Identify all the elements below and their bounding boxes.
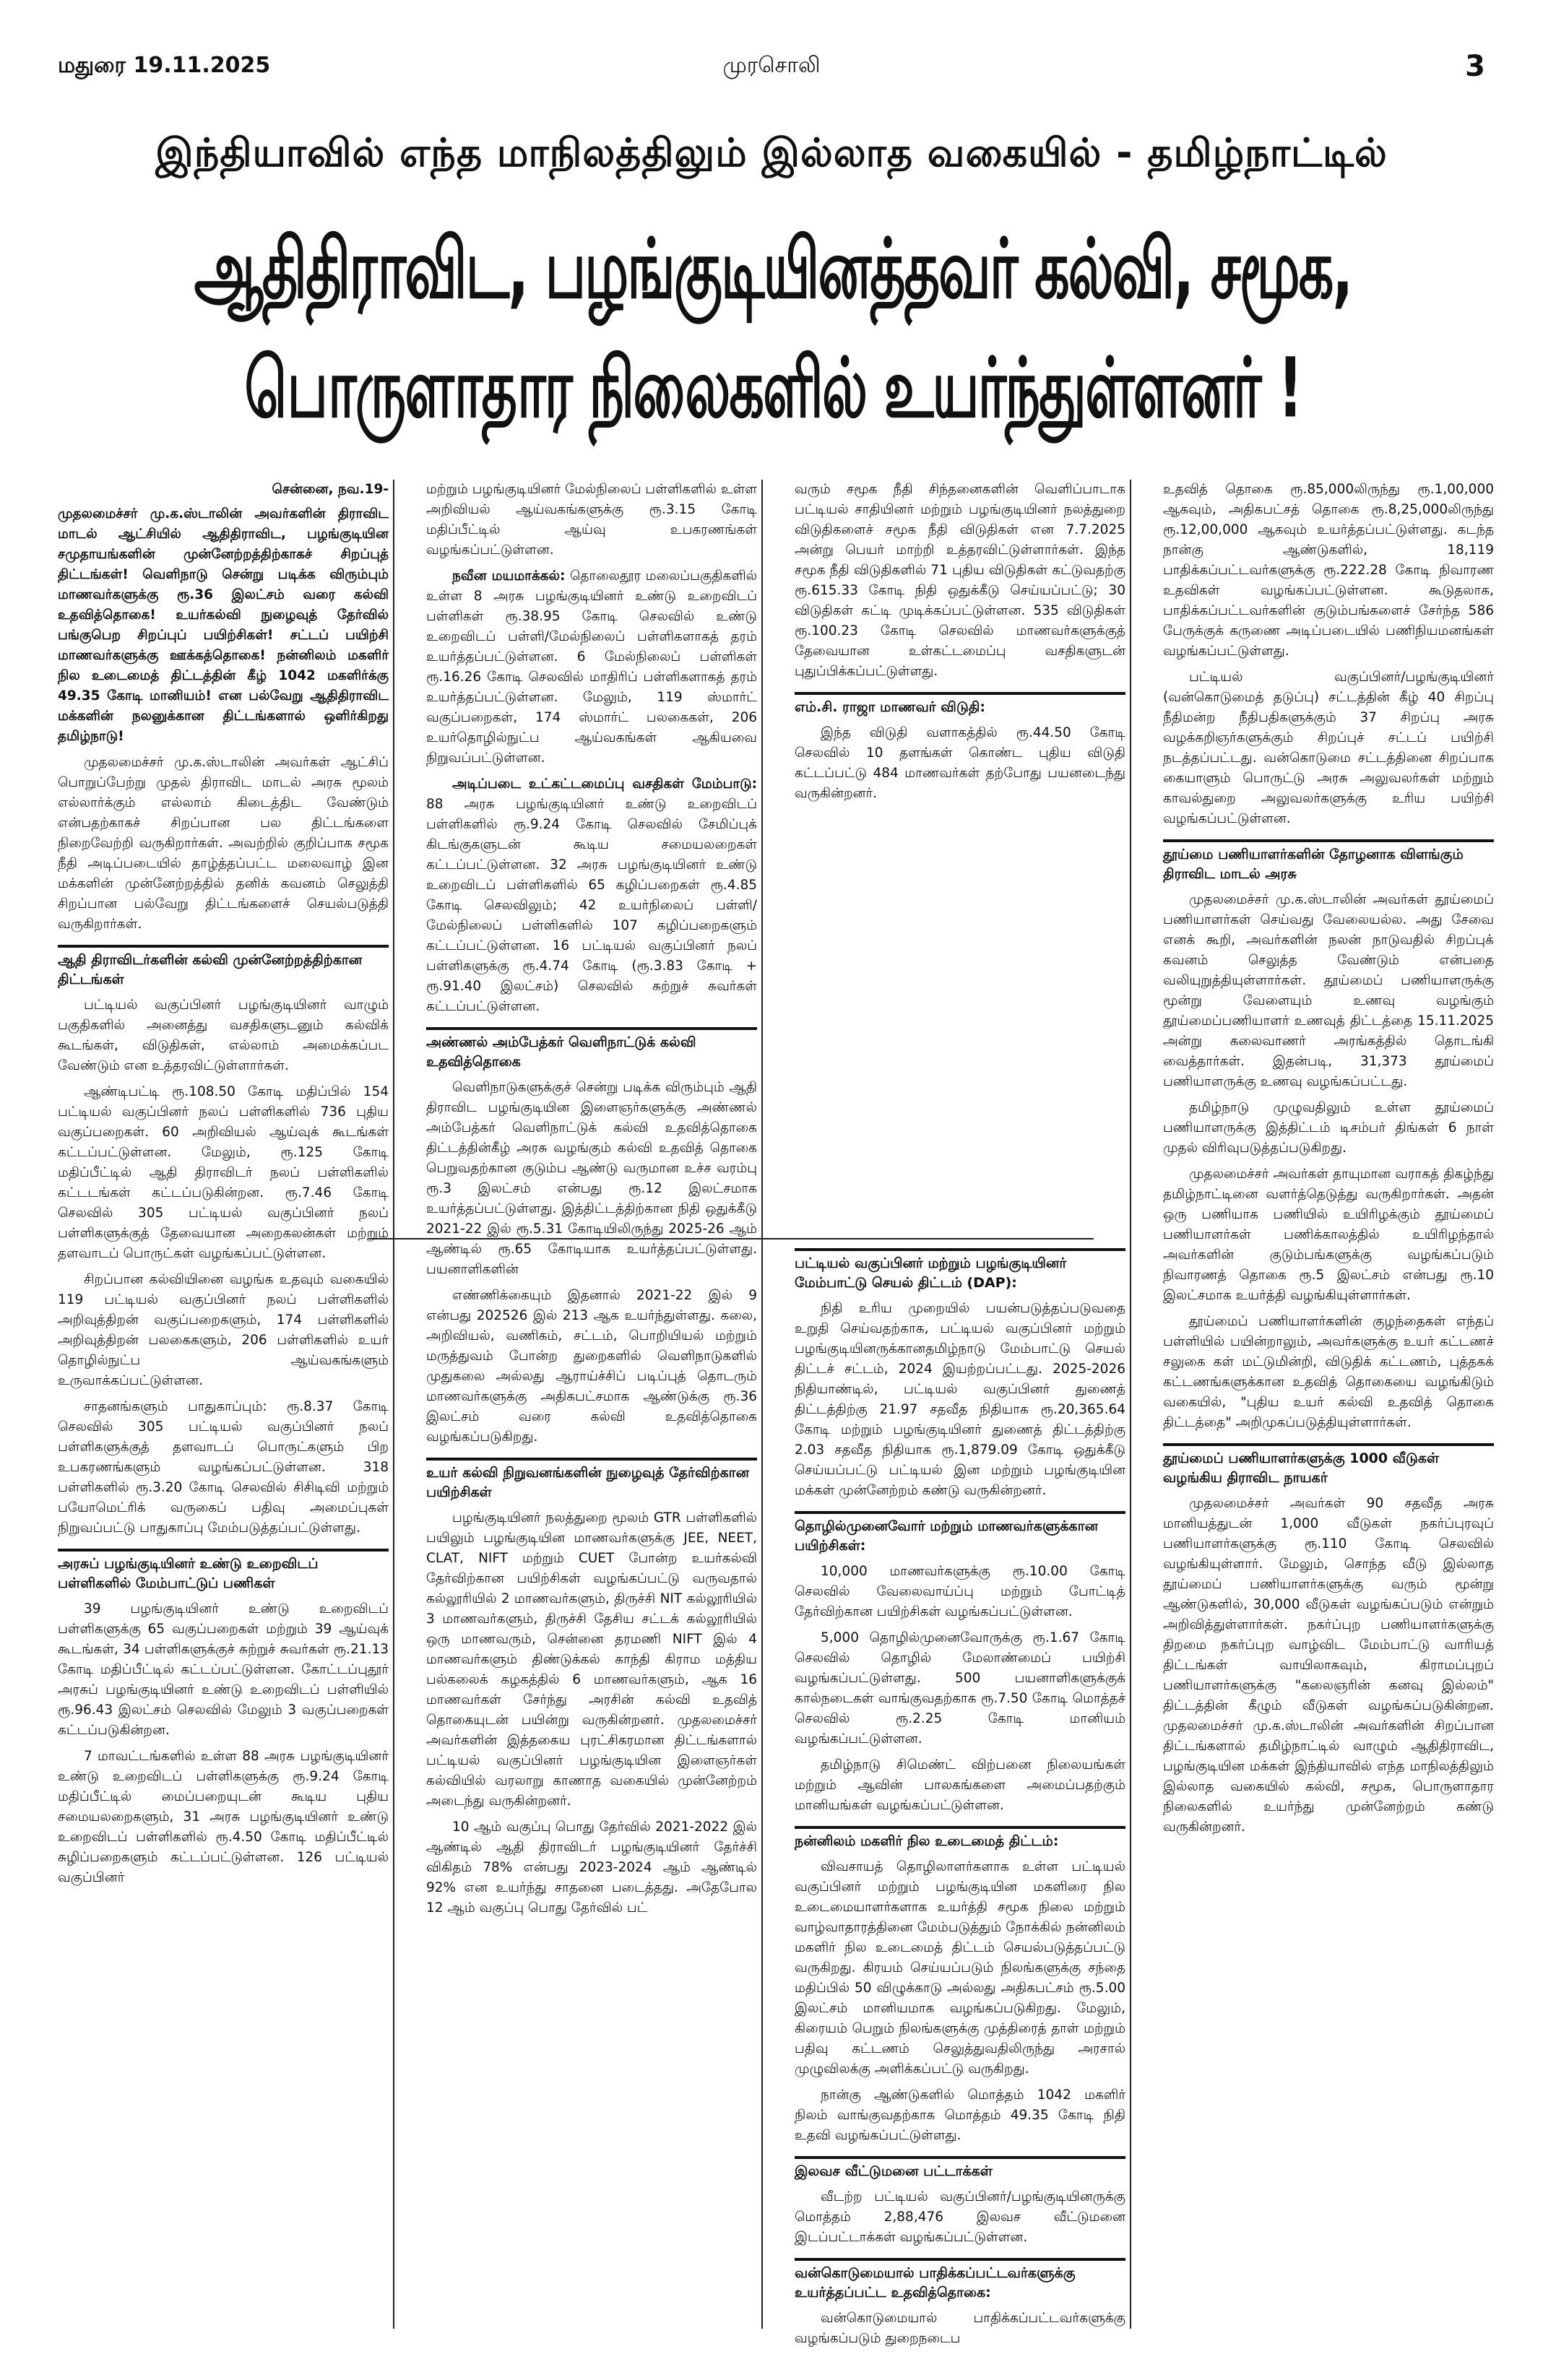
inline-heading: நவீன மயமாக்கல்: bbox=[452, 568, 566, 584]
column-3-top bbox=[795, 480, 1125, 1238]
column-4 bbox=[1163, 480, 1494, 2336]
column-3-continued bbox=[795, 1244, 1125, 2334]
column-1 bbox=[58, 480, 389, 2336]
subheading: பட்டியல் வகுப்பினர் மற்றும் பழங்குடியினர் மேம்பாட்டு செயல் திட்டம் (DAP): bbox=[795, 1248, 1125, 1293]
paragraph: எண்ணிக்கையும் இதனால் 2021-22 இல் 9 என்பது 202526 இல் 213 ஆக உயர்ந்துள்ளது. கலை, அறிவியல், வணிகம், சட்டம், பொறியியல் மற்றும் மருத்துவம் போன்ற துறைகளில் வெளிநாடுகளில் முதுகலை அல்லது ஆராய்ச்சிப் படிப்புத் தொடரும் மாணவர்களுக்கு அதிகபட்சமாக ஆண்டுக்கு ரூ.36 இலட்சம் வரை கல்வி உதவித்தொகை வழங்கப்படுகிறது. bbox=[426, 1288, 757, 1445]
edition-date: மதுரை 19.11.2025 bbox=[58, 52, 271, 78]
paragraph: வீடற்ற பட்டியல் வகுப்பினர்/பழங்குடியினருக்கு மொத்தம் 2,88,476 இலவச வீட்டுமனை இடப்பட்டாக்கள் வழங்கப்பட்டுள்ளன. bbox=[795, 2189, 1125, 2245]
paragraph: வரும் சமூக நீதி சிந்தனைகளின் வெளிப்பாடாக பட்டியல் சாதியினர் மற்றும் பழங்குடியினர் நலத்துறை விடுதிகளைச் சமூக நீதி விடுதிகள் என 7.7.2025 அன்று பெயர் மாற்றி உத்தரவிட்டுள்ளார்கள். இந்த சமூக நீதி விடுதிகளில் 71 புதிய விடுதிகள் கட்டுவதற்கு ரூ.615.33 கோடி நிதி ஒதுக்கீடு செய்யப்பட்டு; 30 விடுதிகள் கட்டி முடிக்கப்பட்டுள்ளன. 535 விடுதிகள் ரூ.100.23 கோடி செலவில் மாணவர்களுக்குத் தேவையான உள்கட்டமைப்பு வசதிகளுடன் புதுப்பிக்கப்பட்டுள்ளது. bbox=[795, 482, 1125, 679]
subheading: வன்கொடுமையால் பாதிக்கப்பட்டவர்களுக்கு உயர்த்தப்பட்ட உதவித்தொகை: bbox=[795, 2258, 1125, 2303]
paragraph: தமிழ்நாடு முழுவதிலும் உள்ள தூய்மைப் பணியாளருக்கு இத்திட்டம் டிசம்பர் திங்கள் 6 நாள் முதல் விரிவுபடுத்தப்படுகிறது. bbox=[1163, 1100, 1494, 1156]
inline-heading: அடிப்படை உட்கட்டமைப்பு வசதிகள் மேம்பாடு: bbox=[452, 776, 757, 792]
subheading: தூய்மை பணியாளர்களின் தோழனாக விளங்கும் திராவிட மாடல் அரசு bbox=[1163, 839, 1494, 884]
paragraph: பட்டியல் வகுப்பினர் பழங்குடியினர் வாழும் பகுதிகளில் அனைத்து வசதிகளுடனும் கல்விக் கூடங்கள், விடுதிகள், எல்லாம் அமைக்கப்பட வேண்டும் என உத்தரவிட்டுள்ளார்கள். bbox=[58, 998, 389, 1073]
subheading: உயர் கல்வி நிறுவனங்களின் நுழைவுத் தேர்விற்கான பயிற்சிகள் bbox=[426, 1458, 757, 1502]
dateline: சென்னை, நவ.19- bbox=[272, 482, 389, 497]
subheading: இலவச வீட்டுமனை பட்டாக்கள் bbox=[795, 2156, 1125, 2181]
page-number: 3 bbox=[1465, 50, 1485, 83]
paragraph: முதலமைச்சர் அவர்கள் 90 சதவீத அரசு மானியத்துடன் 1,000 வீடுகள் நகர்ப்புரவுப் பணியாளர்களுக்கு ரூ.110 கோடி செலவில் வழங்கியுள்ளார். மேலும், சொந்த வீடு இல்லாத தூய்மைப் பணியாளர்களுக்கு வரும் மூன்று ஆண்டுகளில், 30,000 வீடுகள் வழங்கப்படும் என்றும் அறிவித்துள்ளார்கள். நகர்ப்புற பணியாளர்களுக்கு திறமை நகர்ப்புற வாழ்விட மேம்பாட்டு வாரியத் திட்டங்கள் வாயிலாகவும், கிராமப்புறப் பணியாளர்களுக்கு "கலைஞரின் கனவு இல்லம்" திட்டத்தின் கீழும் வீடுகள் வழங்கப்படுகின்றன. முதலமைச்சர் மு.க.ஸ்டாலின் அவர்களின் சிறப்பான திட்டங்களால் தமிழ்நாட்டில் வாழும் ஆதிதிராவிட, பழங்குடியின மக்கள் இந்தியாவில் எந்த மாநிலத்திலும் இல்லாத வகையில் கல்வி, சமூக, பொருளாதார நிலைகளில் உயர்ந்து முன்னேற்றம் கண்டு வருகின்றனர். bbox=[1163, 1496, 1494, 1835]
paragraph: வெளிநாடுகளுக்குச் சென்று படிக்க விரும்பும் ஆதி திராவிட பழங்குடியின இளைஞர்களுக்கு அண்ணல் அம்பேத்கர் வெளிநாட்டுக் கல்வி உதவித்தொகை திட்டத்தின்கீழ் அரசு வழங்கும் கல்வி உதவித் தொகை பெறுவதற்கான குடும்ப ஆண்டு வருமான உச்ச வரம்பு ரூ.3 இலட்சம் என்பது ரூ.12 இலட்சமாக உயர்த்தப்பட்டுள்ளது. இத்திட்டத்திற்கான நிதி ஒதுக்கீடு 2021-22 இல் ரூ.5.31 கோடியிலிருந்து 2025-26 ஆம் ஆண்டில் ரூ.65 கோடியாக உயர்த்தப்பட்டுள்ளது. பயனாளிகளின் bbox=[426, 1080, 757, 1277]
paragraph: 39 பழங்குடியினர் உண்டு உறைவிடப் பள்ளிகளுக்கு 65 வகுப்பறைகள் மற்றும் 39 ஆய்வுக் கூடங்கள், 34 பள்ளிகளுக்குச் சுற்றுச் சுவர்கள் ரூ.21.13 கோடி மதிப்பீட்டில் கட்டப்பட்டுள்ளன. கோட்டப்புதூர் அரசுப் பழங்குடியினர் உண்டு உறைவிடப் பள்ளியில் ரூ.96.43 இலட்சம் செலவில் மேலும் 3 வகுப்பறைகள் கட்டப்படுகின்றன. bbox=[58, 1601, 389, 1738]
paragraph: விவசாயத் தொழிலாளர்களாக உள்ள பட்டியல் வகுப்பினர் மற்றும் பழங்குடியின மகளிரை நில உடைமையாளர்களாக உயர்த்தி சமூக நிலை மற்றும் வாழ்வாதாரத்தினை மேம்படுத்தும் நோக்கில் நன்னிலம் மகளிர் நில உடைமைத் திட்டம் செயல்படுத்தப்பட்டு வருகிறது. கிரயம் செய்யப்படும் நிலங்களுக்கு சந்தை மதிப்பில் 50 விழுக்காடு அல்லது அதிகபட்சம் ரூ.5.00 இலட்சம் மானியமாக வழங்கப்படுகிறது. மேலும், கிரையம் பெறும் நிலங்களுக்கு முத்திரைத் தாள் மற்றும் பதிவு கட்டணம் செலுத்துவதிலிருந்து அரசால் முழுவிலக்கு அளிக்கப்பட்டு வருகிறது. bbox=[795, 1859, 1125, 2077]
paragraph: உதவித் தொகை ரூ.85,000லிருந்து ரூ.1,00,000 ஆகவும், அதிகபட்சத் தொகை ரூ.8,25,000லிருந்து ரூ.12,00,000 ஆகவும் உயர்த்தப்பட்டுள்ளது. கடந்த நான்கு ஆண்டுகளில், 18,119 பாதிக்கப்பட்டவர்களுக்கு ரூ.222.28 கோடி நிவாரண உதவிகள் வழங்கப்பட்டுள்ளன. கூடுதலாக, பாதிக்கப்பட்டவர்களின் குடும்பங்களைச் சேர்ந்த 586 பேருக்குக் கருணை அடிப்படையில் பணிநியமனங்கள் வழங்கப்பட்டுள்ளது. bbox=[1163, 482, 1494, 659]
subheading: அண்ணல் அம்பேத்கர் வெளிநாட்டுக் கல்வி உதவித்தொகை bbox=[426, 1027, 757, 1072]
article-body bbox=[58, 480, 1494, 2346]
paragraph: 5,000 தொழில்முனைவோருக்கு ரூ.1.67 கோடி செலவில் தொழில் மேலாண்மைப் பயிற்சி வழங்கப்பட்டுள்ளது. 500 பயனாளிகளுக்குக் கால்நடைகள் வாங்குவதற்காக ரூ.7.50 கோடி மொத்தச் செலவில் ரூ.2.25 கோடி மானியம் வழங்கப்பட்டுள்ளன. bbox=[795, 1630, 1125, 1747]
paragraph: மற்றும் பழங்குடியினர் மேல்நிலைப் பள்ளிகளில் உள்ள அறிவியல் ஆய்வகங்களுக்கு ரூ.3.15 கோடி மதிப்பீட்டில் ஆய்வு உபகரணங்கள் வழங்கப்பட்டுள்ளன. bbox=[426, 482, 757, 558]
page-header bbox=[58, 52, 1485, 81]
subheading: நன்னிலம் மகளிர் நில உடைமைத் திட்டம்: bbox=[795, 1826, 1125, 1851]
paragraph: 10,000 மாணவர்களுக்கு ரூ.10.00 கோடி செலவில் வேலைவாய்ப்பு மற்றும் போட்டித் தேர்விற்கான பயிற்சிகள் வழங்கப்பட்டுள்ளன. bbox=[795, 1564, 1125, 1619]
paragraph: முதலமைச்சர் அவர்கள் தாயுமான வராகத் திகழ்ந்து தமிழ்நாட்டினை வளர்த்தெடுத்து வருகிறார்கள். அதன் ஒரு பணியாக பணியில் உயிரிழக்கும் தூய்மைப் பணியாளர்கள் பணிக்காலத்தில் உயிரிழந்தால் அவர்களின் குடும்பங்களுக்கு வழங்கப்படும் நிவாரணத் தொகை ரூ.5 இலட்சம் என்பது ரூ.10 இலட்சமாக உயர்த்தி வழங்கியுள்ளார்கள். bbox=[1163, 1167, 1494, 1303]
subheading: அரசுப் பழங்குடியினர் உண்டு உறைவிடப் பள்ளிகளில் மேம்பாட்டுப் பணிகள் bbox=[58, 1549, 389, 1593]
paragraph: முதலமைச்சர் மு.க.ஸ்டாலின் அவர்கள் தூய்மைப் பணியாளர்கள் செய்வது வேலையல்ல. அது சேவை எனக் கூறி, அவர்களின் நலன் நாடுவதில் சிறப்புக் கவனம் செலுத்த வேண்டும் என்பதை வலியுறுத்தியுள்ளார்கள். தூய்மைப் பணியாளருக்கு மூன்று வேளையும் உணவு வழங்கும் தூய்மைப்பணியாளர் உணவுத் திட்டத்தை 15.11.2025 அன்று கலைவாணர் அரங்கத்தில் தொடங்கி வைத்தார்கள். இதன்படி, 31,373 தூய்மைப் பணியாளருக்கு உணவு வழங்கப்பட்டது. bbox=[1163, 892, 1494, 1089]
column-2 bbox=[426, 480, 757, 2336]
paragraph: பட்டியல் வகுப்பினர்/பழங்குடியினர் (வன்கொடுமைத் தடுப்பு) சட்டத்தின் கீழ் 40 சிறப்பு நீதிமன்ற நீதிபதிகளுக்கும் 37 சிறப்பு அரசு வழக்கறிஞர்களுக்கும் சிறப்புச் சட்டப் பயிற்சி நடத்தப்பட்டது. வன்கொடுமை சட்டத்தினை சிறப்பாக கையாளும் பொருட்டு அரசு அலுவலர்கள் மற்றும் காவல்துறை அலுவலர்களுக்கு உரிய பயிற்சி வழங்கப்பட்டுள்ளன. bbox=[1163, 670, 1494, 826]
paragraph: முதலமைச்சர் மு.க.ஸ்டாலின் அவர்கள் ஆட்சிப் பொறுப்பேற்று முதல் திராவிட மாடல் அரசு மூலம் எல்லார்க்கும் எல்லாம் கிடைத்திட வேண்டும் என்பதற்காகச் சிறப்பான பல திட்டங்களை நிறைவேற்றி வருகிறார்கள். அவற்றில் குறிப்பாக சமூக நீதி அடிப்படையில் தாழ்த்தப்பட்ட மலைவாழ் இன மக்களின் முன்னேற்றத்தில் தனிக் கவனம் செலுத்தி சிறப்பான பல்வேறு திட்டங்களைச் செயல்படுத்தி வருகிறார்கள். bbox=[58, 755, 389, 932]
lede-paragraph: முதலமைச்சர் மு.க.ஸ்டாலின் அவர்களின் திராவிட மாடல் ஆட்சியில் ஆதிதிராவிட, பழங்குடியின சமுதாயங்களின் முன்னேற்றத்திற்காகச் சிறப்புத் திட்டங்கள்! வெளிநாடு சென்று படிக்க விரும்பும் மாணவர்களுக்கு ரூ.36 இலட்சம் வரை கல்வி உதவித்தொகை! உயர்கல்வி நுழைவுத் தேர்வில் பங்குபெற சிறப்புப் பயிற்சிகள்! சட்டப் பயிற்சி மாணவர்களுக்கு ஊக்கத்தொகை! நன்னிலம் மகளிர் நில உடைமைத் திட்டத்தின் கீழ் 1042 மகளிர்க்கு 49.35 கோடி மானியம்! என பல்வேறு ஆதிதிராவிட மக்களின் நலனுக்கான திட்டங்களால் ஒளிர்கிறது தமிழ்நாடு! bbox=[58, 506, 389, 744]
paragraph: தமிழ்நாடு சிமெண்ட் விற்பனை நிலையங்கள் மற்றும் ஆவின் பாலகங்களை அமைப்பதற்கும் மானியங்கள் வழங்கப்பட்டுள்ளன. bbox=[795, 1757, 1125, 1813]
newspaper-name: முரசொலி bbox=[722, 52, 821, 78]
subheading: தூய்மைப் பணியாளர்களுக்கு 1000 வீடுகள் வழங்கிய திராவிட நாயகர் bbox=[1163, 1443, 1494, 1488]
subheading: எம்.சி. ராஜா மாணவர் விடுதி: bbox=[795, 692, 1125, 717]
paragraph bbox=[426, 566, 757, 769]
kicker-headline: இந்தியாவில் எந்த மாநிலத்திலும் இல்லாத வகையில் - தமிழ்நாட்டில் bbox=[155, 130, 1388, 176]
paragraph: வன்கொடுமையால் பாதிக்கப்பட்டவர்களுக்கு வழங்கப்படும் துறைநடைப bbox=[795, 2311, 1125, 2346]
paragraph: நிதி உரிய முறையில் பயன்படுத்தப்படுவதை உறுதி செய்வதற்காக, பட்டியல் வகுப்பினர் மற்றும் பழங்குடியினருக்கானதமிழ்நாடு மேம்பாட்டு செயல் திட்டச் சட்டம், 2024 இயற்றப்பட்டது. 2025-2026 நிதியாண்டில், பட்டியல் வகுப்பினர் துணைத் திட்டத்திற்கு 21.97 சதவீத நிதியாக ரூ.20,365.64 கோடி மற்றும் பழங்குடியினர் துணைத் திட்டத்திற்கு 2.03 சதவீத நிதியாக ரூ.1,879.09 கோடி ஒதுக்கீடு செய்யப்பட்டு பட்டியல் இன மற்றும் பழங்குடியின மக்கள் முன்னேற்றம் கண்டு வருகின்றனர். bbox=[795, 1301, 1125, 1498]
main-headline: ஆதிதிராவிட, பழங்குடியினத்தவர் கல்வி, சமூக, பொருளாதார நிலைகளில் உயர்ந்துள்ளனர் ! bbox=[194, 220, 1352, 436]
paragraph bbox=[426, 774, 757, 1017]
horizontal-rule bbox=[368, 1238, 1094, 1239]
paragraph: இந்த விடுதி வளாகத்தில் ரூ.44.50 கோடி செலவில் 10 தளங்கள் கொண்ட புதிய விடுதி கட்டப்பட்டு 484 மாணவர்கள் தற்போது பயனடைந்து வருகின்றனர். bbox=[795, 725, 1125, 801]
paragraph: சிறப்பான கல்வியினை வழங்க உதவும் வகையில் 119 பட்டியல் வகுப்பினர் நலப் பள்ளிகளில் அறிவுத்திறன் வகுப்பறைகளும், 174 பள்ளிகளில் அறிவுத்திறன் பலகைகளும், 206 பள்ளிகளில் உயர் தொழில்நுட்ப ஆய்வகங்களும் உருவாக்கப்பட்டுள்ளன. bbox=[58, 1272, 389, 1388]
subheading: தொழில்முனைவோர் மற்றும் மாணவர்களுக்கான பயிற்சிகள்: bbox=[795, 1511, 1125, 1556]
subheading: ஆதி திராவிடர்களின் கல்வி முன்னேற்றத்திற்கான திட்டங்கள் bbox=[58, 945, 389, 990]
paragraph-text: தொலைதூர மலைப்பகுதிகளில் உள்ள 8 அரசு பழங்குடியினர் உண்டு உறைவிடப் பள்ளிகள் ரூ.38.95 கோடி செலவில் உண்டு உறைவிடப் பள்ளி/மேல்நிலைப் பள்ளிகளாகத் தரம் உயர்த்தப்பட்டுள்ளன. 6 மேல்நிலைப் பள்ளிகள் ரூ.16.26 கோடி செலவில் மாதிரிப் பள்ளிகளாகத் தரம் உயர்த்தப்பட்டுள்ளன. மேலும், 119 ஸ்மார்ட் வகுப்பறைகள், 174 ஸ்மார்ட் பலகைகள், 206 உயர்தொழில்நுட்ப ஆய்வகங்கள் ஆகியவை நிறுவப்பட்டுள்ளன. bbox=[426, 568, 757, 766]
paragraph: நான்கு ஆண்டுகளில் மொத்தம் 1042 மகளிர் நிலம் வாங்குவதற்காக மொத்தம் 49.35 கோடி நிதி உதவி வழங்கப்பட்டுள்ளது. bbox=[795, 2087, 1125, 2143]
paragraph: பழங்குடியினர் நலத்துறை மூலம் GTR பள்ளிகளில் பயிலும் பழங்குடியின மாணவர்களுக்கு JEE, NEET, CLAT, NIFT மற்றும் CUET போன்ற உயர்கல்வி தேர்விற்கான பயிற்சிகள் வழங்கப்பட்டு வருவதால் கல்லூரியில் 2 மாணவர்களும், திருச்சி NIT கல்லூரியில் 3 மாணவர்களும், திருச்சி தேசிய சட்டக் கல்லூரியில் ஒரு மாணவரும், சென்னை தரமணி NIFT இல் 4 மாணவர்களும் திண்டுக்கல் காந்தி கிராம மத்திய பல்கலைக் கழகத்தில் 6 மாணவர்களும், ஆக 16 மாணவர்கள் சேர்ந்து அரசின் கல்வி உதவித் தொகையுடன் பயின்று வருகின்றனர். முதலமைச்சர் அவர்களின் இத்தகைய புரட்சிகரமான திட்டங்களால் பட்டியல் வகுப்பினர் பழங்குடியின இளைஞர்கள் கல்வியில் வரலாறு காணாத வகையில் முன்னேற்றம் அடைந்து வருகின்றனர். bbox=[426, 1510, 757, 1809]
paragraph: தூய்மைப் பணியாளர்களின் குழந்தைகள் எந்தப் பள்ளியில் பயின்றாலும், அவர்களுக்கு உயர் கட்டணச் சலுகை கள் மட்டுமின்றி, விடுதிக் கட்டணம், புத்தகக் கட்டணங்களுக்கான உதவித் தொகையை வழங்கிடும் வகையில், "புதிய உயர் கல்வி உதவித் தொகை திட்டத்தை" அறிமுகப்படுத்தியுள்ளார்கள். bbox=[1163, 1314, 1494, 1430]
paragraph: 10 ஆம் வகுப்பு பொது தேர்வில் 2021-2022 இல் ஆண்டில் ஆதி திராவிடர் பழங்குடியினர் தேர்ச்சி விகிதம் 78% என்பது 2023-2024 ஆம் ஆண்டில் 92% என உயர்ந்து சாதனை படைத்தது. அதேபோல 12 ஆம் வகுப்பு பொது தேர்வில் பட் bbox=[426, 1819, 757, 1916]
paragraph: 7 மாவட்டங்களில் உள்ள 88 அரசு பழங்குடியினர் உண்டு உறைவிடப் பள்ளிகளுக்கு ரூ.9.24 கோடி மதிப்பீட்டில் மைப்பறையுடன் கூடிய புதிய சமையலறைகளும், 31 அரசு பழங்குடியினர் உண்டு உறைவிடப் பள்ளிகளில் ரூ.4.50 கோடி மதிப்பீட்டில் சுழிப்பறைகளும் கட்டப்பட்டுள்ளன. 126 பட்டியல் வகுப்பினர் bbox=[58, 1749, 389, 1885]
paragraph: ஆண்டிபட்டி ரூ.108.50 கோடி மதிப்பில் 154 பட்டியல் வகுப்பினர் நலப் பள்ளிகளில் 736 புதிய வகுப்பறைகள். 60 அறிவியல் ஆய்வுக் கூடங்கள் கட்டப்பட்டுள்ளன. மேலும், ரூ.125 கோடி மதிப்பீட்டில் ஆதி திராவிடர் நலப் பள்ளிகளில் கட்டடங்கள் கட்டப்படுகின்றன. ரூ.7.46 கோடி செலவில் 305 பட்டியல் வகுப்பினர் நலப் பள்ளிகளுக்குத் தேவையான அறைகலன்கள் மற்றும் தளவாடப் பொருட்கள் வழங்கப்பட்டுள்ளன. bbox=[58, 1084, 389, 1261]
paragraph: சாதனங்களும் பாதுகாப்பும்: ரூ.8.37 கோடி செலவில் 305 பட்டியல் வகுப்பினர் நலப் பள்ளிகளுக்குத் தளவாடப் பொருட்களும் பிற உபகரணங்களும் வழங்கப்பட்டுள்ளன. 318 பள்ளிகளில் ரூ.3.20 கோடி செலவில் சிசிடிவி மற்றும் பயோமெட்ரிக் வருகைப் பதிவு அமைப்புகள் நிறுவப்பட்டு பாதுகாப்பு மேம்படுத்தப்பட்டுள்ளது. bbox=[58, 1399, 389, 1536]
paragraph-text: 88 அரசு பழங்குடியினர் உண்டு உறைவிடப் பள்ளிகளில் ரூ.9.24 கோடி செலவில் சேமிப்புக் கிடங்குகளுடன் கூடிய சமையலறைகள் கட்டப்பட்டுள்ளன. 32 அரசு பழங்குடியினர் உண்டு உறைவிடப் பள்ளிகளில் 65 கழிப்பறைகள் ரூ.4.85 கோடி செலவிலும்; 42 உயர்நிலைப் பள்ளி/மேல்நிலைப் பள்ளிகளில் 107 கழிப்பறைகளும் கட்டப்பட்டுள்ளன. 16 பட்டியல் வகுப்பினர் நலப் பள்ளிகளுக்கு ரூ.4.74 கோடி (ரூ.3.83 கோடி + ரூ.91.40 இலட்சம்) செலவில் சுற்றுச் சுவர்கள் கட்டப்பட்டுள்ளன. bbox=[426, 797, 757, 1014]
